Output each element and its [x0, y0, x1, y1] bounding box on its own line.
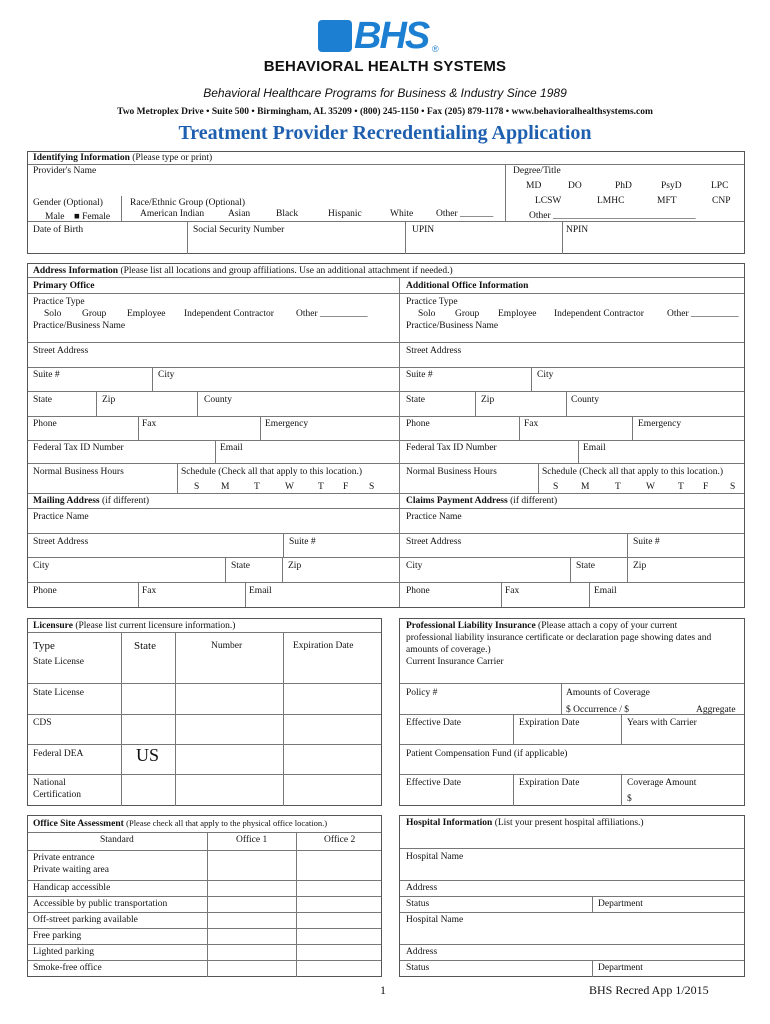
- race-other[interactable]: Other _______: [436, 209, 494, 219]
- claims-phone[interactable]: Phone: [406, 586, 430, 596]
- providers-name-field[interactable]: Provider's Name: [33, 166, 97, 176]
- day-tue-2[interactable]: T: [615, 482, 621, 492]
- col-type: Type: [33, 640, 55, 652]
- hours-field-2[interactable]: Normal Business Hours: [406, 467, 497, 477]
- type-solo[interactable]: Solo: [44, 309, 62, 319]
- day-fri[interactable]: F: [343, 482, 349, 492]
- mailing-city[interactable]: City: [33, 561, 50, 571]
- claims-heading: Claims Payment Address (if different): [406, 496, 558, 506]
- gender-label: Gender (Optional): [33, 198, 103, 208]
- col-state: State: [134, 640, 156, 652]
- effective-date-field[interactable]: Effective Date: [406, 718, 461, 728]
- schedule-label: Schedule (Check all that apply to this location.): [181, 467, 362, 477]
- type-employee-2[interactable]: Employee: [498, 309, 537, 319]
- col-office-2: Office 2: [324, 835, 356, 845]
- race-black[interactable]: Black: [276, 209, 299, 219]
- practice-type-label: Practice Type: [33, 297, 85, 307]
- degree-other-field[interactable]: Other ______________________________: [529, 211, 696, 221]
- degree-phd[interactable]: PhD: [615, 181, 632, 191]
- type-employee[interactable]: Employee: [127, 309, 166, 319]
- city-field-2[interactable]: City: [537, 370, 554, 380]
- npin-field[interactable]: NPIN: [566, 225, 589, 235]
- zip-field[interactable]: Zip: [102, 395, 116, 405]
- type-other-2[interactable]: Other __________: [667, 309, 739, 319]
- mailing-email[interactable]: Email: [249, 586, 272, 596]
- degree-do[interactable]: DO: [568, 181, 582, 191]
- occurrence-field[interactable]: $ Occurrence / $: [566, 705, 630, 715]
- national-certification-1[interactable]: National: [33, 778, 66, 788]
- day-fri-2[interactable]: F: [703, 482, 709, 492]
- claims-suite[interactable]: Suite #: [633, 537, 660, 547]
- degree-lpc[interactable]: LPC: [711, 181, 729, 191]
- gender-female-option[interactable]: ■ Female: [74, 212, 111, 222]
- mailing-practice-name[interactable]: Practice Name: [33, 512, 89, 522]
- mailing-state[interactable]: State: [231, 561, 250, 571]
- page-number: 1: [380, 983, 386, 997]
- dob-field[interactable]: Date of Birth: [33, 225, 84, 235]
- day-wed[interactable]: W: [285, 482, 294, 492]
- hospital-department-field-1[interactable]: Department: [598, 899, 643, 909]
- city-field[interactable]: City: [158, 370, 175, 380]
- site-item: Lighted parking: [33, 947, 94, 957]
- race-american-indian[interactable]: American Indian: [140, 209, 205, 219]
- day-sun-2[interactable]: S: [553, 482, 559, 492]
- mailing-suite[interactable]: Suite #: [289, 537, 316, 547]
- mailing-street[interactable]: Street Address: [33, 537, 89, 547]
- hospital-address-field-2[interactable]: Address: [406, 947, 438, 957]
- phone-field-2[interactable]: Phone: [406, 419, 430, 429]
- day-sat-2[interactable]: S: [730, 482, 736, 492]
- ssn-field[interactable]: Social Security Number: [193, 225, 285, 235]
- emergency-field-2[interactable]: Emergency: [638, 419, 682, 429]
- site-item: Private waiting area: [33, 865, 109, 875]
- degree-psyd[interactable]: PsyD: [661, 181, 682, 191]
- carrier-field[interactable]: Current Insurance Carrier: [406, 657, 504, 667]
- license-row-dea[interactable]: Federal DEA: [33, 749, 84, 759]
- license-row-2[interactable]: State License: [33, 688, 84, 698]
- degree-lcsw[interactable]: LCSW: [535, 196, 562, 206]
- hospital-address-field-1[interactable]: Address: [406, 883, 438, 893]
- dea-state-value: US: [136, 745, 160, 765]
- company-name: BEHAVIORAL HEALTH SYSTEMS: [263, 58, 507, 75]
- hospital-heading: Hospital Information (List your present hospital affiliations.): [406, 818, 644, 828]
- site-item: Smoke-free office: [33, 963, 102, 973]
- tax-id-field[interactable]: Federal Tax ID Number: [33, 443, 124, 453]
- logo-wordmark: BHS: [354, 15, 429, 57]
- day-thu[interactable]: T: [318, 482, 324, 492]
- registered-mark: ®: [432, 44, 439, 54]
- practice-name-field[interactable]: Practice/Business Name: [33, 321, 126, 331]
- hospital-status-field-1[interactable]: Status: [406, 899, 430, 909]
- state-field[interactable]: State: [33, 395, 52, 405]
- type-other[interactable]: Other __________: [296, 309, 368, 319]
- site-item: Off-street parking available: [33, 915, 138, 925]
- email-field[interactable]: Email: [220, 443, 243, 453]
- mailing-heading: Mailing Address (if different): [33, 496, 150, 506]
- form-revision: BHS Recred App 1/2015: [589, 983, 709, 997]
- day-tue[interactable]: T: [254, 482, 260, 492]
- county-field[interactable]: County: [204, 395, 232, 405]
- race-hispanic[interactable]: Hispanic: [328, 209, 362, 219]
- phone-field[interactable]: Phone: [33, 419, 57, 429]
- tax-id-field-2[interactable]: Federal Tax ID Number: [406, 443, 497, 453]
- site-heading: Office Site Assessment (Please check all that apply to the physical office location.): [33, 818, 328, 829]
- street-field-2[interactable]: Street Address: [406, 346, 462, 356]
- emergency-field[interactable]: Emergency: [265, 419, 309, 429]
- bhs-logo: [318, 16, 442, 56]
- email-field-2[interactable]: Email: [583, 443, 606, 453]
- race-asian[interactable]: Asian: [228, 209, 251, 219]
- degree-title-label: Degree/Title: [513, 166, 561, 176]
- degree-md[interactable]: MD: [526, 181, 542, 191]
- col-office-1: Office 1: [236, 835, 268, 845]
- claims-city[interactable]: City: [406, 561, 423, 571]
- zip-field-2[interactable]: Zip: [481, 395, 495, 405]
- upin-field[interactable]: UPIN: [412, 225, 435, 235]
- race-white[interactable]: White: [390, 209, 414, 219]
- liability-note-2: professional liability insurance certificate or declaration page showing dates and: [406, 633, 712, 643]
- practice-name-field-2[interactable]: Practice/Business Name: [406, 321, 499, 331]
- mailing-phone[interactable]: Phone: [33, 586, 57, 596]
- street-field[interactable]: Street Address: [33, 346, 89, 356]
- day-sat[interactable]: S: [369, 482, 375, 492]
- hospital-status-field-2[interactable]: Status: [406, 963, 430, 973]
- fax-field[interactable]: Fax: [142, 419, 157, 429]
- day-thu-2[interactable]: T: [678, 482, 684, 492]
- col-expiration: Expiration Date: [293, 641, 354, 651]
- mailing-fax[interactable]: Fax: [142, 586, 157, 596]
- amounts-label: Amounts of Coverage: [566, 688, 650, 698]
- day-mon[interactable]: M: [221, 482, 230, 492]
- national-certification-2[interactable]: Certification: [33, 790, 82, 800]
- pcf-effective-field[interactable]: Effective Date: [406, 778, 461, 788]
- type-independent[interactable]: Independent Contractor: [184, 309, 274, 319]
- claims-zip[interactable]: Zip: [633, 561, 647, 571]
- day-mon-2[interactable]: M: [581, 482, 590, 492]
- degree-mft[interactable]: MFT: [657, 196, 677, 206]
- gender-male-option[interactable]: Male: [45, 212, 65, 222]
- aggregate-field[interactable]: Aggregate: [696, 705, 736, 715]
- type-group[interactable]: Group: [82, 309, 107, 319]
- day-sun[interactable]: S: [194, 482, 200, 492]
- mailing-zip[interactable]: Zip: [288, 561, 302, 571]
- degree-cnp[interactable]: CNP: [712, 196, 731, 206]
- county-field-2[interactable]: County: [571, 395, 599, 405]
- claims-fax[interactable]: Fax: [505, 586, 520, 596]
- hospital-department-field-2[interactable]: Department: [598, 963, 643, 973]
- suite-field[interactable]: Suite #: [33, 370, 60, 380]
- hospital-name-field-1[interactable]: Hospital Name: [406, 852, 464, 862]
- years-carrier-field[interactable]: Years with Carrier: [627, 718, 697, 728]
- site-item: Handicap accessible: [33, 883, 111, 893]
- race-label: Race/Ethnic Group (Optional): [130, 198, 246, 208]
- degree-lmhc[interactable]: LMHC: [597, 196, 625, 206]
- claims-practice-name[interactable]: Practice Name: [406, 512, 462, 522]
- claims-street[interactable]: Street Address: [406, 537, 462, 547]
- schedule-label-2: Schedule (Check all that apply to this location.): [542, 467, 723, 477]
- wave-icon: [318, 20, 352, 52]
- suite-field-2[interactable]: Suite #: [406, 370, 433, 380]
- fax-field-2[interactable]: Fax: [524, 419, 539, 429]
- expiration-date-field[interactable]: Expiration Date: [519, 718, 580, 728]
- licensure-heading: Licensure (Please list current licensure information.): [33, 621, 236, 631]
- company-address: Two Metroplex Drive • Suite 500 • Birmingham, AL 35209 • (800) 245-1150 • Fax (205) 879-1178 • www.behavioralhealthsystems.com: [117, 107, 653, 117]
- claims-state[interactable]: State: [576, 561, 595, 571]
- additional-office-heading: Additional Office Information: [406, 281, 529, 291]
- day-wed-2[interactable]: W: [646, 482, 655, 492]
- site-item: Free parking: [33, 931, 82, 941]
- type-group-2[interactable]: Group: [455, 309, 480, 319]
- type-independent-2[interactable]: Independent Contractor: [554, 309, 644, 319]
- hospital-name-field-2[interactable]: Hospital Name: [406, 915, 464, 925]
- coverage-amount-field[interactable]: Coverage Amount: [627, 778, 697, 788]
- license-row-1[interactable]: State License: [33, 657, 84, 667]
- col-standard: Standard: [100, 835, 134, 845]
- tagline: Behavioral Healthcare Programs for Business & Industry Since 1989: [203, 86, 567, 100]
- primary-office-heading: Primary Office: [33, 281, 95, 291]
- claims-email[interactable]: Email: [594, 586, 617, 596]
- license-row-cds[interactable]: CDS: [33, 718, 52, 728]
- page-title: Treatment Provider Recredentialing Application: [178, 122, 592, 144]
- coverage-dollar: $: [627, 794, 632, 804]
- liability-note-3: amounts of coverage.): [406, 645, 491, 655]
- pcf-field[interactable]: Patient Compensation Fund (if applicable): [406, 749, 568, 759]
- site-item: Accessible by public transportation: [33, 899, 168, 909]
- pcf-expiration-field[interactable]: Expiration Date: [519, 778, 580, 788]
- practice-type-label-2: Practice Type: [406, 297, 458, 307]
- identifying-heading: Identifying Information (Please type or print): [33, 153, 213, 163]
- type-solo-2[interactable]: Solo: [418, 309, 436, 319]
- address-heading: Address Information (Please list all locations and group affiliations. Use an additional attachment if needed.): [33, 266, 453, 276]
- state-field-2[interactable]: State: [406, 395, 425, 405]
- site-item: Private entrance: [33, 853, 95, 863]
- hours-field[interactable]: Normal Business Hours: [33, 467, 124, 477]
- policy-field[interactable]: Policy #: [406, 688, 438, 698]
- liability-heading: Professional Liability Insurance (Please attach a copy of your current: [406, 621, 678, 631]
- col-number: Number: [211, 641, 243, 651]
